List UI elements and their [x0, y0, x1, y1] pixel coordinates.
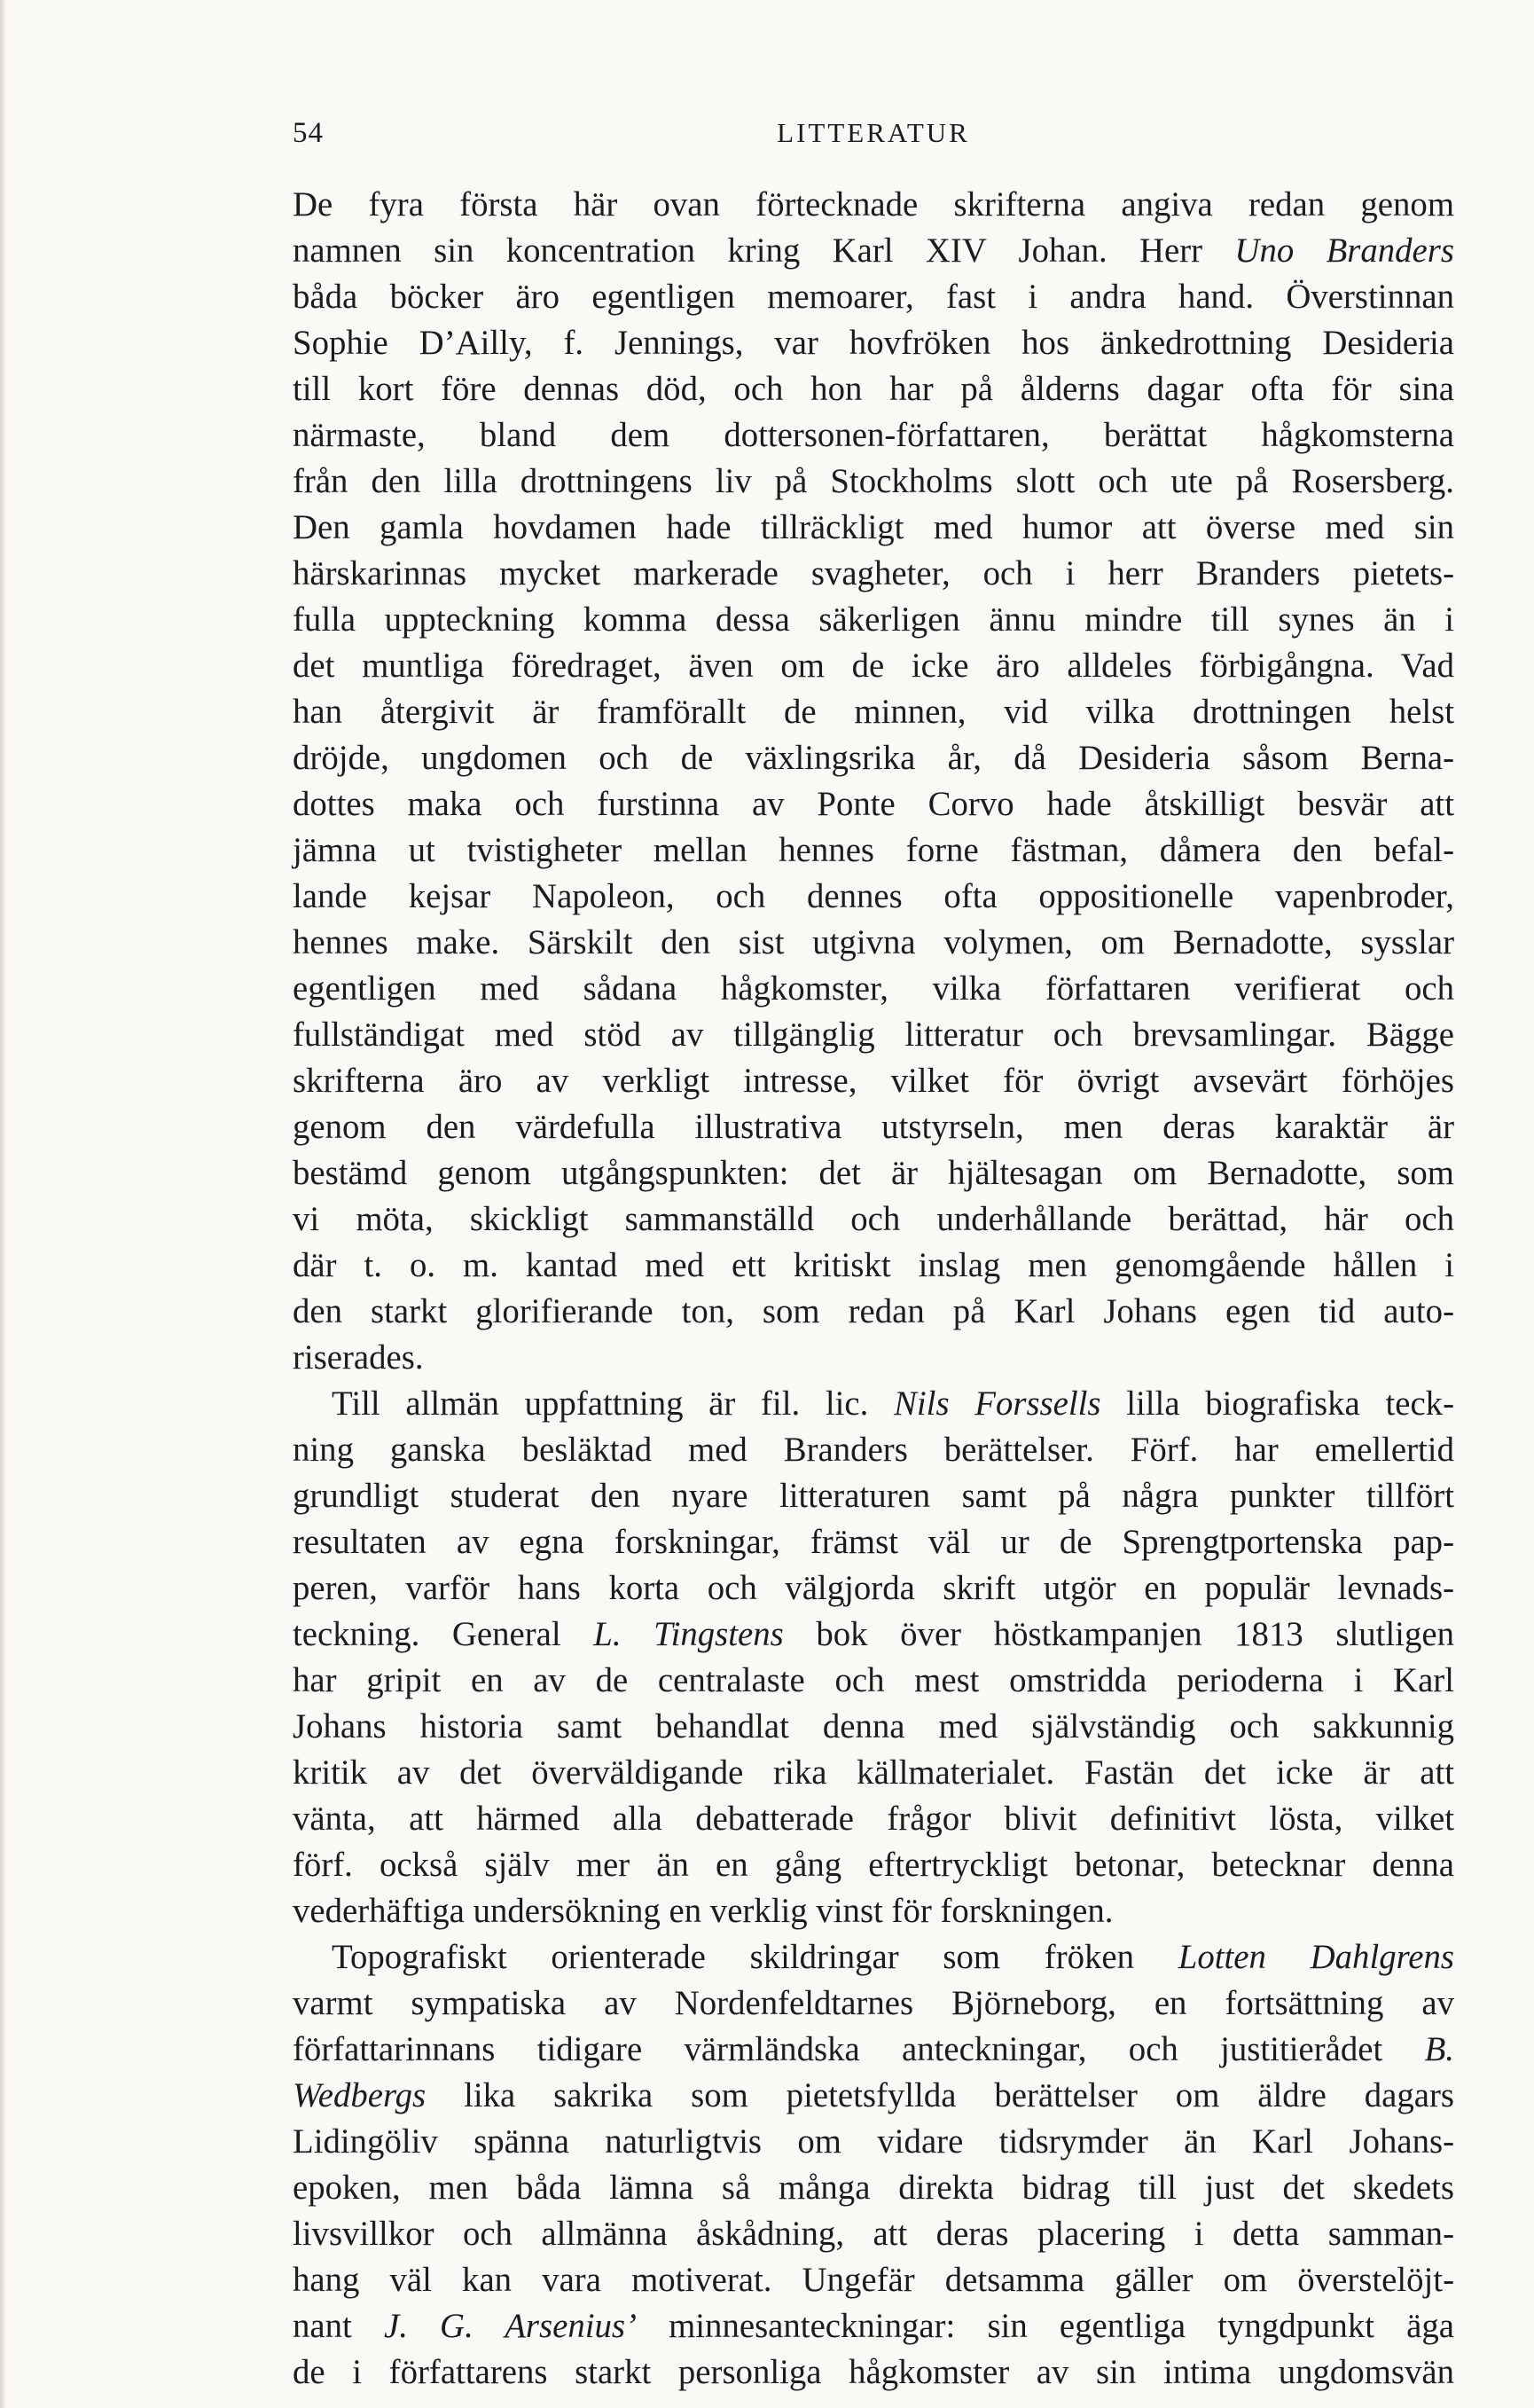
- text-line: [293, 874, 1454, 920]
- text-line: [293, 1473, 1454, 1519]
- text-run: resultaten av egna forskningar, främst väl ur de Sprengtportenska pap-: [293, 1523, 1454, 1561]
- text-run: jämna ut tvistigheter mellan hennes forne fästman, dåmera den befal-: [293, 831, 1454, 869]
- text-run: epoken, men båda lämna så många direkta bidrag till just det skedets: [293, 2169, 1454, 2207]
- text-line: [293, 1704, 1454, 1750]
- text-run: namnen sin koncentration kring Karl XIV Johan. Herr: [293, 231, 1235, 270]
- text-line: [293, 1888, 1454, 1934]
- text-line: [293, 1243, 1454, 1289]
- text-line: [293, 1565, 1454, 1612]
- text-run: förf. också själv mer än en gång eftertryckligt betonar, betecknar denna: [293, 1846, 1454, 1884]
- text-line: [293, 1381, 1454, 1427]
- text-run: grundligt studerat den nyare litteraturen samt på några punkter tillfört: [293, 1477, 1454, 1515]
- text-run: De fyra första här ovan förtecknade skrifterna angiva redan genom: [293, 185, 1454, 224]
- text-line: [293, 966, 1454, 1012]
- text-line: [293, 1196, 1454, 1243]
- italic-name: Nils Forssells: [894, 1384, 1101, 1423]
- italic-name: B.: [1424, 2030, 1454, 2068]
- text-line: [293, 781, 1454, 828]
- text-line: [293, 2027, 1454, 2073]
- text-line: [293, 1427, 1454, 1473]
- italic-name: J. G. Arsenius’: [383, 2307, 637, 2345]
- text-line: [293, 1842, 1454, 1888]
- text-line: [293, 735, 1454, 781]
- text-line: [293, 689, 1454, 735]
- text-line: [293, 2303, 1454, 2349]
- text-run: Till allmän uppfattning är fil. lic.: [332, 1384, 895, 1423]
- text-line: [293, 182, 1454, 228]
- text-run: Den gamla hovdamen hade tillräckligt med humor att överse med sin: [293, 508, 1454, 546]
- text-line: [293, 505, 1454, 551]
- text-line: [293, 1796, 1454, 1842]
- text-line: [293, 2211, 1454, 2257]
- italic-name: Wedbergs: [293, 2076, 427, 2114]
- text-run: nant: [293, 2307, 384, 2345]
- text-line: [293, 320, 1454, 366]
- text-line: [293, 1289, 1454, 1335]
- text-line: [293, 2165, 1454, 2211]
- text-line: [293, 828, 1454, 874]
- text-line: [293, 366, 1454, 412]
- text-run: kritik av det överväldigande rika källmaterialet. Fastän det icke är att: [293, 1753, 1454, 1792]
- text-run: Johans historia samt behandlat denna med självständig och sakkunnig: [293, 1707, 1454, 1745]
- text-run: författarinnans tidigare värmländska anteckningar, och justitierådet: [293, 2030, 1425, 2068]
- text-run: har gripit en av de centralaste och mest omstridda perioderna i Karl: [293, 1661, 1454, 1699]
- text-line: [293, 2119, 1454, 2165]
- text-run: livsvillkor och allmänna åskådning, att deras placering i detta samman-: [293, 2215, 1454, 2253]
- text-line: [293, 551, 1454, 597]
- text-run: dröjde, ungdomen och de växlingsrika år, då Desideria såsom Berna-: [293, 739, 1454, 777]
- text-run: peren, varför hans korta och välgjorda skrift utgör en populär levnads-: [293, 1569, 1454, 1607]
- text-run: fulla uppteckning komma dessa säkerligen ännu mindre till synes än i: [293, 600, 1454, 639]
- text-run: de i författarens starkt personliga hågkomster av sin intima ungdomsvän: [293, 2353, 1454, 2391]
- text-line: [293, 2349, 1454, 2396]
- italic-name: Lotten Dahlgrens: [1178, 1938, 1454, 1976]
- text-run: fullständigat med stöd av tillgänglig litteratur och brevsamlingar. Bägge: [293, 1016, 1454, 1054]
- text-line: [293, 1934, 1454, 1981]
- text-run: från den lilla drottningens liv på Stockholms slott och ute på Rosersberg.: [293, 462, 1454, 500]
- text-run: det muntliga föredraget, även om de icke äro alldeles förbigångna. Vad: [293, 647, 1454, 685]
- text-line: [293, 2073, 1454, 2119]
- text-run: den starkt glorifierande ton, som redan på Karl Johans egen tid auto-: [293, 1292, 1454, 1330]
- text-run: genom den värdefulla illustrativa utstyrseln, men deras karaktär är: [293, 1108, 1454, 1146]
- paragraph: [293, 1381, 1454, 1934]
- text-run: varmt sympatiska av Nordenfeldtarnes Björneborg, en fortsättning av: [293, 1984, 1454, 2022]
- text-line: [293, 1750, 1454, 1796]
- running-head: LITTERATUR: [777, 117, 970, 148]
- text-run: vänta, att härmed alla debatterade frågor blivit definitivt lösta, vilket: [293, 1800, 1454, 1838]
- text-run: båda böcker äro egentligen memoarer, fast i andra hand. Överstinnan: [293, 278, 1454, 316]
- text-line: [293, 1335, 1454, 1381]
- text-line: [293, 597, 1454, 643]
- text-run: egentligen med sådana hågkomster, vilka författaren verifierat och: [293, 969, 1454, 1008]
- text-line: [293, 920, 1454, 966]
- text-run: Topografiskt orienterade skildringar som fröken: [332, 1938, 1178, 1976]
- text-run: skrifterna äro av verkligt intresse, vilket för övrigt avsevärt förhöjes: [293, 1062, 1454, 1100]
- text-run: Sophie D’Ailly, f. Jennings, var hovfröken hos änkedrottning Desideria: [293, 324, 1454, 362]
- text-run: lilla biografiska teck-: [1100, 1384, 1454, 1423]
- text-run: riserades.: [293, 1338, 424, 1377]
- text-line: [293, 1058, 1454, 1104]
- page-number: 54: [293, 117, 324, 149]
- text-line: [293, 1150, 1454, 1196]
- text-run: minnesanteckningar: sin egentliga tyngdpunkt äga: [636, 2307, 1454, 2345]
- text-line: [293, 1612, 1454, 1658]
- text-run: vederhäftiga undersökning en verklig vinst för forskningen.: [293, 1892, 1114, 1930]
- text-run: närmaste, bland dem dottersonen-författaren, berättat hågkomsterna: [293, 416, 1454, 454]
- text-line: [293, 459, 1454, 505]
- text-line: [293, 412, 1454, 459]
- text-line: [293, 1104, 1454, 1150]
- text-line: [293, 1658, 1454, 1704]
- text-line: [293, 228, 1454, 274]
- text-run: lika sakrika som pietetsfyllda berättelser om äldre dagars: [426, 2076, 1454, 2114]
- italic-name: L. Tingstens: [593, 1615, 784, 1653]
- page-header: [293, 117, 1454, 161]
- text-run: ning ganska besläktad med Branders berättelser. Förf. har emellertid: [293, 1431, 1454, 1469]
- paragraph: [293, 1934, 1454, 2396]
- text-run: härskarinnas mycket markerade svagheter, och i herr Branders pietets-: [293, 554, 1454, 592]
- text-run: dottes maka och furstinna av Ponte Corvo hade åtskilligt besvär att: [293, 785, 1454, 823]
- text-run: bok över höstkampanjen 1813 slutligen: [783, 1615, 1454, 1653]
- body-text: [293, 182, 1454, 2396]
- text-run: till kort före dennas död, och hon har på ålderns dagar ofta för sina: [293, 370, 1454, 408]
- text-line: [293, 1981, 1454, 2027]
- text-run: bestämd genom utgångspunkten: det är hjältesagan om Bernadotte, som: [293, 1154, 1454, 1192]
- text-run: Lidingöliv spänna naturligtvis om vidare tidsrymder än Karl Johans-: [293, 2122, 1454, 2161]
- italic-name: Uno Branders: [1234, 231, 1454, 270]
- text-run: hennes make. Särskilt den sist utgivna volymen, om Bernadotte, sysslar: [293, 923, 1454, 961]
- text-line: [293, 2257, 1454, 2303]
- text-run: där t. o. m. kantad med ett kritiskt inslag men genomgående hållen i: [293, 1246, 1454, 1284]
- text-line: [293, 1012, 1454, 1058]
- text-line: [293, 1519, 1454, 1565]
- text-line: [293, 643, 1454, 689]
- text-run: teckning. General: [293, 1615, 594, 1653]
- text-run: vi möta, skickligt sammanställd och underhållande berättad, här och: [293, 1200, 1454, 1238]
- text-run: lande kejsar Napoleon, och dennes ofta oppositionelle vapenbroder,: [293, 877, 1454, 915]
- text-run: han återgivit är framförallt de minnen, vid vilka drottningen helst: [293, 693, 1454, 731]
- paragraph: [293, 182, 1454, 1381]
- page-edge: [0, 0, 5, 2408]
- text-run: hang väl kan vara motiverat. Ungefär detsamma gäller om överstelöjt-: [293, 2261, 1454, 2299]
- text-line: [293, 274, 1454, 320]
